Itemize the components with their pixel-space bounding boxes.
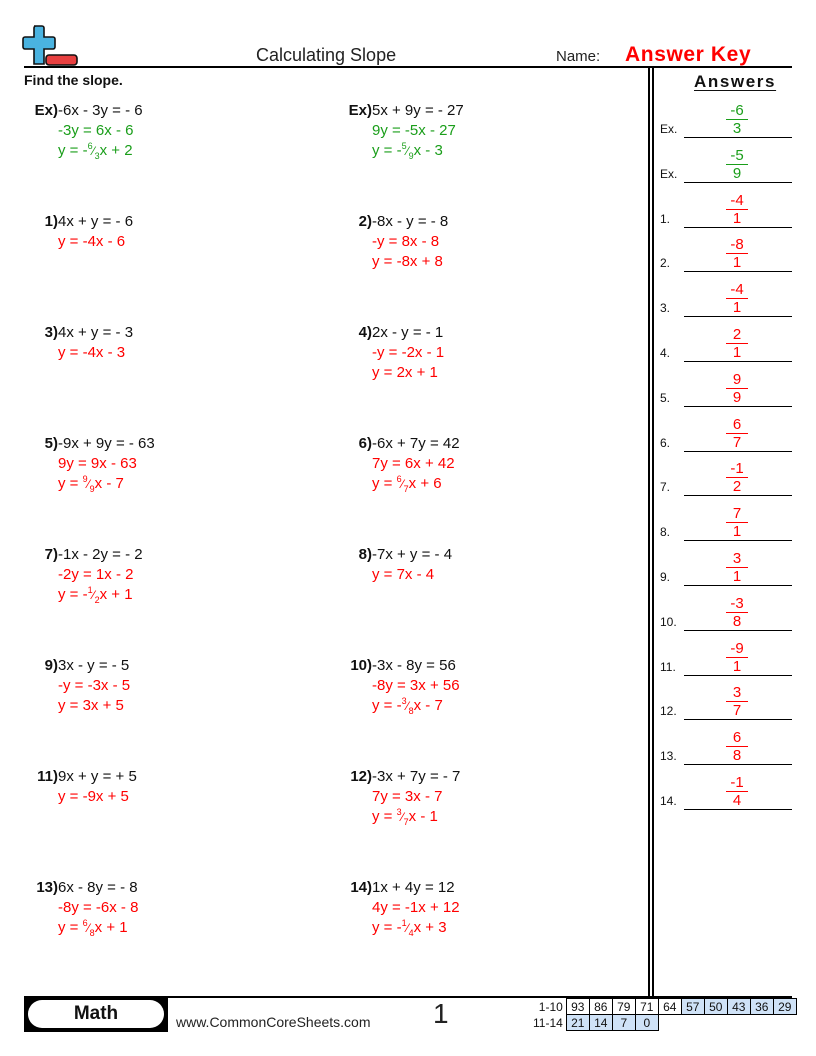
- column-divider: [648, 68, 650, 996]
- fraction-numerator: 2: [726, 326, 748, 344]
- answer-label: 4.: [660, 346, 671, 360]
- problem-equation: 5x + 9y = - 27: [372, 102, 464, 119]
- score-cell: 0: [635, 1015, 658, 1031]
- solution-step: y = -4x - 3: [58, 344, 126, 361]
- answer-label: 12.: [660, 704, 677, 719]
- problem-number: 12): [350, 768, 372, 785]
- problem-equation: -9x + 9y = - 63: [58, 435, 155, 452]
- solution-step: y = 7x - 4: [372, 566, 435, 583]
- score-cell: 7: [612, 1015, 635, 1031]
- solution-step: $y = -^1⁄_2x + 1$: [58, 585, 133, 605]
- answer-blank-line: [684, 764, 792, 765]
- fraction-numerator: -5: [726, 147, 748, 165]
- answer-row: [660, 498, 792, 543]
- solution-step: 7y = 3x - 7: [372, 788, 443, 805]
- fraction-denominator: 4: [732, 792, 742, 809]
- answer-blank-line: [684, 809, 792, 810]
- answer-label: Ex.: [660, 166, 678, 181]
- solution-step: -8y = 3x + 56: [372, 677, 460, 694]
- problem-number: 14): [350, 879, 372, 896]
- answer-blank-line: [684, 675, 792, 676]
- problem-equation: -3x - 8y = 56: [372, 657, 456, 674]
- fraction-numerator: -1: [726, 774, 748, 792]
- score-cell: 93: [566, 999, 589, 1015]
- fraction-denominator: 1: [732, 344, 742, 361]
- fraction-denominator: 8: [732, 612, 742, 630]
- solution-step: $y = ^6⁄_8x + 1$: [58, 918, 128, 938]
- problem-number: 5): [44, 435, 58, 452]
- answer-label: 9.: [660, 570, 671, 584]
- answer-label: 5.: [660, 390, 671, 405]
- fraction-numerator: -4: [726, 192, 748, 210]
- fraction-numerator: 7: [726, 505, 748, 523]
- problem-equation: 9x + y = + 5: [58, 768, 137, 785]
- answer-fraction: [726, 550, 748, 585]
- answer-label: Ex.: [660, 122, 678, 136]
- score-cell: 36: [750, 999, 773, 1015]
- answer-label: 1.: [660, 211, 671, 226]
- problem-equation: -6x + 7y = 42: [372, 435, 460, 452]
- plus-minus-logo-icon: [22, 24, 80, 68]
- problem-equation: 3x - y = - 5: [58, 657, 130, 674]
- fraction-denominator: 2: [732, 478, 742, 496]
- name-label: Name:: [556, 48, 601, 65]
- answer-row: [660, 364, 792, 409]
- answer-fraction: [726, 684, 748, 719]
- fraction-denominator: 3: [732, 120, 742, 137]
- problem-equation: -7x + y = - 4: [372, 546, 453, 563]
- answer-fraction: [726, 102, 748, 137]
- solution-step: $y = -^1⁄_4x + 3$: [372, 918, 447, 938]
- answer-fraction: [726, 281, 748, 316]
- problem-number: 9): [44, 657, 58, 674]
- answer-row: [660, 767, 792, 812]
- solution-step: 4y = -1x + 12: [372, 899, 460, 916]
- answer-blank-line: [684, 495, 792, 496]
- answer-fraction: [726, 416, 748, 451]
- problem-number: Ex): [348, 102, 372, 119]
- score-range-label: 1-10: [538, 999, 563, 1014]
- answer-blank-line: [684, 451, 792, 452]
- fraction-numerator: -6: [726, 102, 748, 120]
- website-link[interactable]: www.CommonCoreSheets.com: [176, 1014, 371, 1030]
- answer-fraction: [726, 460, 748, 495]
- fraction-denominator: 1: [732, 209, 742, 227]
- solution-step: y = -4x - 6: [58, 233, 126, 250]
- answer-blank-line: [684, 719, 792, 720]
- answer-fraction: [726, 774, 748, 809]
- answer-fraction: [726, 147, 748, 182]
- solution-step: -3y = 6x - 6: [58, 122, 134, 139]
- solution-step: $y = ^3⁄_7x - 1$: [372, 807, 438, 827]
- fraction-denominator: 1: [732, 254, 742, 272]
- answer-blank-line: [684, 137, 792, 138]
- score-cell: 43: [727, 999, 750, 1015]
- fraction-numerator: 3: [726, 550, 748, 568]
- problem-equation: 4x + y = - 6: [58, 213, 134, 230]
- fraction-numerator: -4: [726, 281, 748, 299]
- fraction-numerator: -8: [726, 236, 748, 254]
- column-divider: [652, 68, 654, 996]
- fraction-numerator: -3: [726, 595, 748, 613]
- fraction-numerator: 9: [726, 371, 748, 389]
- instructions: Find the slope.: [24, 72, 123, 88]
- answer-label: 3.: [660, 301, 671, 316]
- problem-number: 11): [37, 768, 58, 785]
- problem-equation: 1x + 4y = 12: [372, 879, 455, 896]
- fraction-denominator: 7: [732, 433, 742, 451]
- solution-step: y = -8x + 8: [372, 253, 443, 270]
- solution-step: $y = -^6⁄_3x + 2$: [58, 141, 133, 161]
- answer-row: [660, 140, 792, 185]
- header-divider: [24, 66, 792, 68]
- answer-label: 11.: [660, 659, 676, 674]
- problem-equation: 2x - y = - 1: [372, 324, 444, 341]
- answer-fraction: [726, 640, 748, 675]
- solution-step: y = 3x + 5: [58, 697, 124, 714]
- score-cell: 71: [635, 999, 658, 1015]
- fraction-denominator: 1: [732, 657, 742, 675]
- fraction-denominator: 8: [732, 747, 742, 765]
- answer-fraction: [726, 505, 748, 540]
- page-number: 1: [433, 998, 449, 1029]
- score-table: [530, 998, 797, 1031]
- answer-label: 6.: [660, 435, 671, 450]
- answers-heading: Answers: [694, 72, 777, 91]
- problem-number: 7): [44, 546, 58, 563]
- problem-number: 4): [358, 324, 372, 341]
- fraction-denominator: 1: [732, 523, 742, 541]
- solution-step: -y = -3x - 5: [58, 677, 131, 694]
- answer-label: 10.: [660, 614, 677, 629]
- fraction-denominator: 9: [732, 388, 742, 406]
- name-value: Answer Key: [625, 43, 752, 66]
- answer-row: [660, 229, 792, 274]
- fraction-numerator: -9: [726, 640, 748, 658]
- problem-number: 3): [44, 324, 58, 341]
- score-cell: 14: [589, 1015, 612, 1031]
- answer-row: [660, 95, 792, 140]
- score-cell: 21: [566, 1015, 589, 1031]
- solution-step: 7y = 6x + 42: [372, 455, 455, 472]
- score-cell: 64: [658, 999, 681, 1015]
- solution-step: -8y = -6x - 8: [58, 899, 139, 916]
- fraction-numerator: 3: [726, 684, 748, 702]
- fraction-numerator: 6: [726, 416, 748, 434]
- answer-fraction: [726, 729, 748, 764]
- answer-blank-line: [684, 361, 792, 362]
- fraction-denominator: 9: [732, 164, 742, 182]
- problem-number: 1): [44, 213, 58, 230]
- problem-equation: -6x - 3y = - 6: [58, 102, 143, 119]
- solution-step: 9y = 9x - 63: [58, 455, 137, 472]
- solution-step: -y = 8x - 8: [372, 233, 440, 250]
- answer-label: 13.: [660, 749, 677, 764]
- solution-step: -2y = 1x - 2: [58, 566, 134, 583]
- answer-row: [660, 453, 792, 498]
- problem-number: Ex): [34, 102, 58, 119]
- problem-number: 10): [350, 657, 372, 674]
- answer-row: [660, 543, 792, 588]
- answer-row: [660, 185, 792, 230]
- fraction-denominator: 1: [732, 568, 742, 585]
- answer-fraction: [726, 236, 748, 271]
- problem-equation: 4x + y = - 3: [58, 324, 134, 341]
- answer-fraction: [726, 326, 748, 361]
- score-row: [530, 1015, 796, 1031]
- answer-blank-line: [684, 406, 792, 407]
- problem-equation: -1x - 2y = - 2: [58, 546, 143, 563]
- answer-blank-line: [684, 630, 792, 631]
- score-range-label: 11-14: [533, 1015, 563, 1030]
- answer-row: [660, 677, 792, 722]
- fraction-denominator: 1: [732, 299, 742, 317]
- answer-row: [660, 319, 792, 364]
- solution-step: $y = ^6⁄_7x + 6$: [372, 474, 442, 494]
- solution-step: y = -9x + 5: [58, 788, 129, 805]
- answer-row: [660, 588, 792, 633]
- answer-row: [660, 274, 792, 319]
- problem-number: 8): [358, 546, 372, 563]
- answer-blank-line: [684, 271, 792, 272]
- answer-blank-line: [684, 227, 792, 228]
- solution-step: 9y = -5x - 27: [372, 122, 456, 139]
- score-row: [530, 999, 796, 1015]
- problem-number: 6): [358, 435, 372, 452]
- solution-step: $y = -^5⁄_9x - 3$: [372, 141, 443, 161]
- subject-label: Math: [28, 1000, 164, 1028]
- answer-row: [660, 409, 792, 454]
- problem-equation: 6x - 8y = - 8: [58, 879, 138, 896]
- answer-row: [660, 722, 792, 767]
- answer-blank-line: [684, 585, 792, 586]
- answer-label: 14.: [660, 794, 677, 808]
- problem-number: 2): [358, 213, 372, 230]
- solution-step: -y = -2x - 1: [372, 344, 445, 361]
- problem-equation: -3x + 7y = - 7: [372, 768, 461, 785]
- answer-row: [660, 633, 792, 678]
- score-cell: 29: [773, 999, 796, 1015]
- solution-step: y = 2x + 1: [372, 364, 438, 381]
- score-cell: 79: [612, 999, 635, 1015]
- answer-fraction: [726, 371, 748, 406]
- answer-label: 2.: [660, 256, 671, 271]
- solution-step: $y = -^3⁄_8x - 7$: [372, 696, 443, 716]
- answer-label: 7.: [660, 480, 671, 495]
- answer-label: 8.: [660, 525, 671, 540]
- worksheet-title: Calculating Slope: [256, 45, 397, 65]
- answer-blank-line: [684, 182, 792, 183]
- problem-equation: -8x - y = - 8: [372, 213, 449, 230]
- score-cell: 57: [681, 999, 704, 1015]
- fraction-numerator: 6: [726, 729, 748, 747]
- score-cell: 50: [704, 999, 727, 1015]
- answer-blank-line: [684, 316, 792, 317]
- solution-step: $y = ^9⁄_9x - 7$: [58, 474, 124, 494]
- score-cell: 86: [589, 999, 612, 1015]
- answer-fraction: [726, 192, 748, 227]
- fraction-denominator: 7: [732, 702, 742, 720]
- fraction-numerator: -1: [726, 460, 748, 478]
- answer-fraction: [726, 595, 748, 630]
- answer-blank-line: [684, 540, 792, 541]
- problem-number: 13): [36, 879, 58, 896]
